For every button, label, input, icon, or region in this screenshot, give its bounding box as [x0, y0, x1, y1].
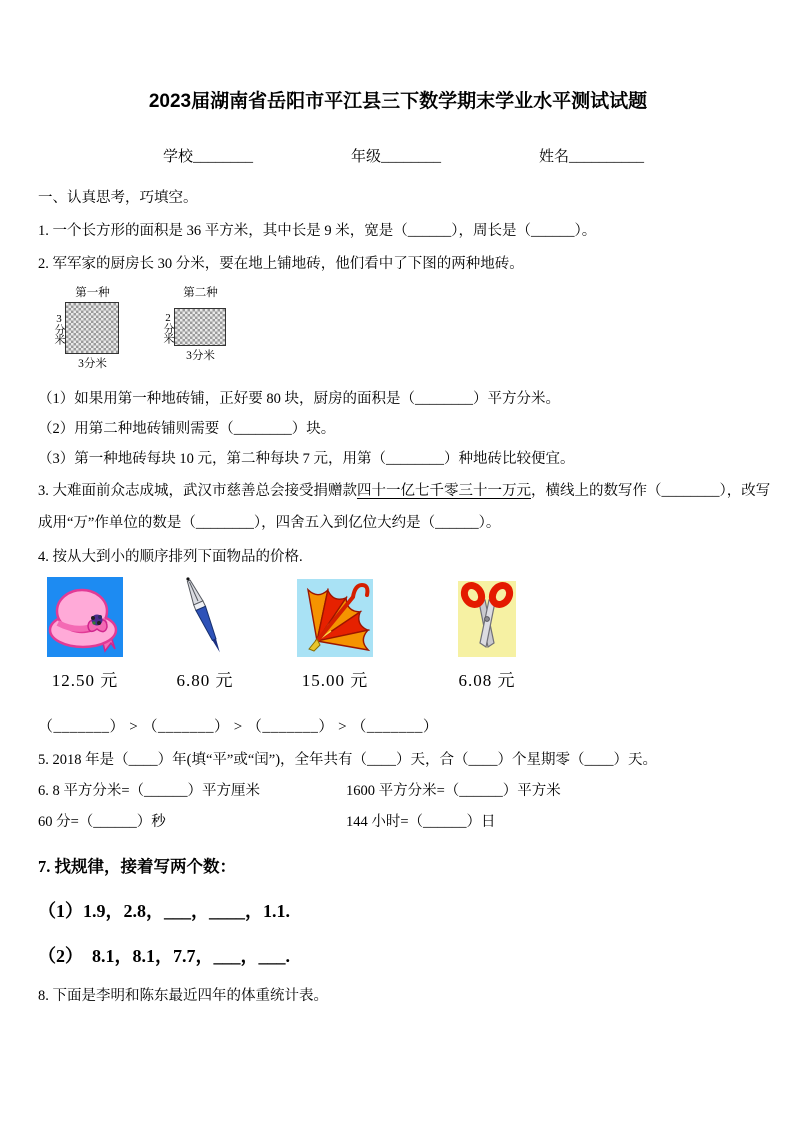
- price-item-hat: [39, 575, 131, 691]
- question-3-underlined-amount: 四十一亿七千零三十一万元: [357, 483, 531, 499]
- tile-type-1-side-label: 3分米: [53, 312, 65, 344]
- tile-type-2-figure: [161, 284, 226, 363]
- section-1-heading: 一、认真思考，巧填空。: [38, 190, 198, 206]
- price-item-scissors: [441, 575, 533, 691]
- tile-figures: [52, 284, 758, 376]
- tile-type-1-figure: [52, 284, 119, 371]
- tile-type-2-bottom-label: 3分米: [186, 350, 215, 362]
- question-6-conv-1: 6. 8 平方分米=（______）平方厘米: [38, 783, 261, 799]
- question-3-line-2: 成用“万”作单位的数是（________），四舍五入到亿位大约是（______）。: [38, 515, 501, 531]
- question-1: 1. 一个长方形的面积是 36 平方米，其中长是 9 米，宽是（______），周长是（______）。: [38, 223, 597, 239]
- umbrella-price-label: 15.00 元: [301, 671, 369, 690]
- grade-field: 年级________: [351, 149, 442, 165]
- hat-icon: [47, 575, 123, 657]
- question-7-heading: 7. 找规律，接着写两个数：: [38, 857, 236, 876]
- question-3-line-1: [38, 481, 771, 501]
- question-2: 2. 军军家的厨房长 30 分米，要在地上铺地砖，他们看中了下图的两种地砖。: [38, 256, 524, 272]
- tile-type-2-pattern: [174, 308, 226, 346]
- question-7-sequence-2: （2） 8.1，8.1，7.7，___，___.: [38, 946, 290, 966]
- tile-type-1-caption: 第一种: [75, 287, 110, 299]
- scissors-price-label: 6.08 元: [458, 671, 516, 690]
- pen-icon: [174, 575, 236, 657]
- question-2-sub-3: （3）第一种地砖每块 10 元，第二种每块 7 元，用第（________）种地砖比较便宜。: [38, 451, 575, 467]
- question-2-sub-1: （1）如果用第一种地砖铺，正好要 80 块，厨房的面积是（________）平方分米。: [38, 391, 560, 407]
- tile-type-2-side-label: 2分米: [162, 311, 174, 343]
- hat-price-label: 12.50 元: [51, 671, 119, 690]
- umbrella-icon: [297, 575, 373, 657]
- question-6-conv-3: 60 分=（______）秒: [38, 814, 166, 830]
- student-info-row: [38, 145, 758, 166]
- page-title: 2023届湖南省岳阳市平江县三下数学期末学业水平测试试题: [148, 91, 648, 112]
- scissors-icon: [458, 575, 516, 657]
- question-6-conv-4: 144 小时=（______）日: [346, 814, 496, 830]
- question-4: 4. 按从大到小的顺序排列下面物品的价格.: [38, 549, 303, 565]
- price-items-row: [38, 575, 758, 691]
- pen-price-label: 6.80 元: [176, 671, 234, 690]
- question-3-text-pre: 3. 大难面前众志成城，武汉市慈善总会接受捐赠款: [38, 483, 357, 499]
- price-item-pen: [159, 575, 251, 691]
- tile-type-1-bottom-label: 3分米: [78, 358, 107, 370]
- compare-blanks-line: （_______） > （_______） > （_______） > （_______）: [38, 719, 439, 735]
- price-item-umbrella: [289, 575, 381, 691]
- school-field: 学校________: [163, 149, 254, 165]
- tile-type-1-pattern: [65, 302, 119, 354]
- question-7-sequence-1: （1）1.9，2.8，___，____，1.1.: [38, 901, 290, 921]
- question-8: 8. 下面是李明和陈东最近四年的体重统计表。: [38, 988, 328, 1004]
- name-field: 姓名__________: [539, 149, 645, 165]
- question-3-text-post: ，横线上的数写作（________），改写: [531, 483, 771, 499]
- tile-type-2-caption: 第二种: [183, 287, 218, 299]
- question-6-conv-2: 1600 平方分米=（______）平方米: [346, 783, 561, 799]
- question-2-sub-2: （2）用第二种地砖铺则需要（________）块。: [38, 421, 336, 437]
- question-6-row-2: [38, 812, 758, 832]
- question-6-row-1: [38, 781, 758, 801]
- question-5: 5. 2018 年是（____）年(填“平”或“闰”)，全年共有（____）天，合（____）个星期零（____）天。: [38, 752, 658, 768]
